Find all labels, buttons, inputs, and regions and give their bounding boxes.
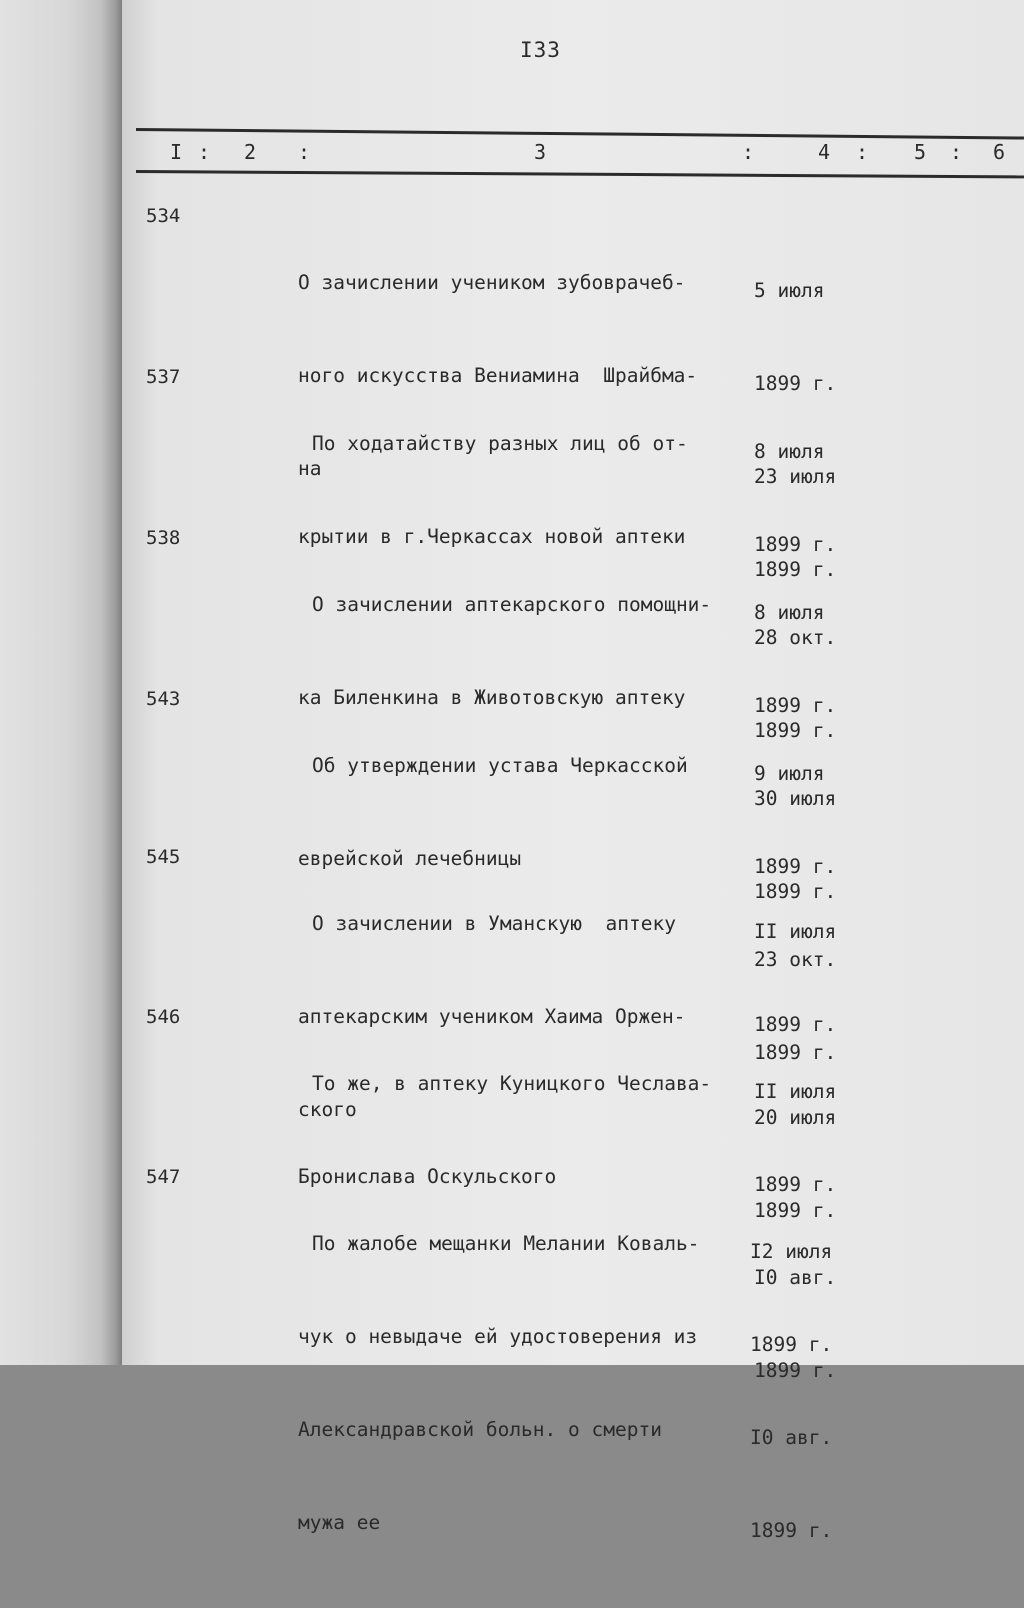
entry-number: 537 xyxy=(146,366,181,388)
entry-description xyxy=(298,1166,700,1600)
date-line: 1899 г. xyxy=(754,1173,837,1196)
entry-number: 534 xyxy=(146,205,181,227)
column-separator: : xyxy=(198,140,211,164)
date-line: II июля xyxy=(754,920,837,943)
description-line: Бронислава Оскульского xyxy=(298,1165,557,1188)
column-separator: : xyxy=(298,140,311,164)
description-line: По жалобе мещанки Мелании Коваль- xyxy=(312,1232,700,1255)
date-line: 1899 г. xyxy=(754,1359,837,1382)
entry-number: 546 xyxy=(146,1006,181,1028)
entry-dates xyxy=(750,1174,832,1608)
column-2-label: 2 xyxy=(244,140,257,164)
date-line: 28 окт. xyxy=(754,626,837,649)
column-separator: : xyxy=(742,140,755,164)
date-line: I0 авг. xyxy=(754,1266,837,1289)
date-line: I2 июля xyxy=(750,1240,833,1263)
date-line: II июля xyxy=(754,1080,837,1103)
column-6-label: 6 xyxy=(993,140,1006,164)
description-line: Об утверждении устава Черкасской xyxy=(312,754,688,777)
entry-number: 543 xyxy=(146,688,181,710)
date-line: 9 июля xyxy=(754,762,825,785)
date-line: 23 июля xyxy=(754,465,837,488)
description-line: О зачислении аптекарского помощни- xyxy=(312,593,712,616)
date-line: 23 окт. xyxy=(754,948,837,971)
column-5-label: 5 xyxy=(914,140,927,164)
date-line: 1899 г. xyxy=(754,880,837,903)
date-line: 1899 г. xyxy=(754,558,837,581)
date-line: I0 авг. xyxy=(750,1426,833,1449)
date-line: 30 июля xyxy=(754,787,837,810)
date-line: 1899 г. xyxy=(754,533,837,556)
entry-number: 538 xyxy=(146,527,181,549)
column-4-label: 4 xyxy=(818,140,831,164)
column-1-label: I xyxy=(170,140,183,164)
description-line: чук о невыдаче ей удостоверения из xyxy=(298,1325,698,1348)
book-spine xyxy=(0,0,125,1365)
entry-number: 547 xyxy=(146,1166,181,1188)
date-line: 1899 г. xyxy=(754,694,837,717)
description-line: ного искусства Вениамина Шрайбма- xyxy=(298,364,698,387)
page-number: I33 xyxy=(520,38,561,62)
description-line: О зачислении в Уманскую аптеку xyxy=(312,912,676,935)
description-line: мужа ее xyxy=(298,1511,381,1534)
description-line: крытии в г.Черкассах новой аптеки xyxy=(298,525,686,548)
description-line: аптекарским учеником Хаима Оржен- xyxy=(298,1005,686,1028)
date-line: 8 июля xyxy=(754,601,825,624)
description-line: О зачислении учеником зубоврачеб- xyxy=(298,271,686,294)
date-line: 1899 г. xyxy=(750,1333,833,1356)
description-line: По ходатайству разных лиц об от- xyxy=(312,432,688,455)
date-line: 20 июля xyxy=(754,1106,837,1129)
column-separator: : xyxy=(950,140,963,164)
date-line: 8 июля xyxy=(754,440,825,463)
description-line: То же, в аптеку Куницкого Чеслава- xyxy=(312,1072,712,1095)
description-line: еврейской лечебницы xyxy=(298,847,522,870)
date-line: 1899 г. xyxy=(754,372,837,395)
description-line: Александравской больн. о смерти xyxy=(298,1418,662,1441)
description-line: ка Биленкина в Животовскую аптеку xyxy=(298,686,686,709)
date-line: 1899 г. xyxy=(754,1013,837,1036)
description-line: ского xyxy=(298,1098,357,1121)
date-line: 1899 г. xyxy=(754,719,837,742)
column-separator: : xyxy=(856,140,869,164)
column-3-label: 3 xyxy=(534,140,547,164)
date-line: 1899 г. xyxy=(750,1519,833,1542)
date-line: 1899 г. xyxy=(754,1041,837,1064)
date-line: 1899 г. xyxy=(754,1199,837,1222)
description-line: на xyxy=(298,457,322,480)
date-line: 5 июля xyxy=(754,279,825,302)
date-line: 1899 г. xyxy=(754,855,837,878)
entry-number: 545 xyxy=(146,846,181,868)
